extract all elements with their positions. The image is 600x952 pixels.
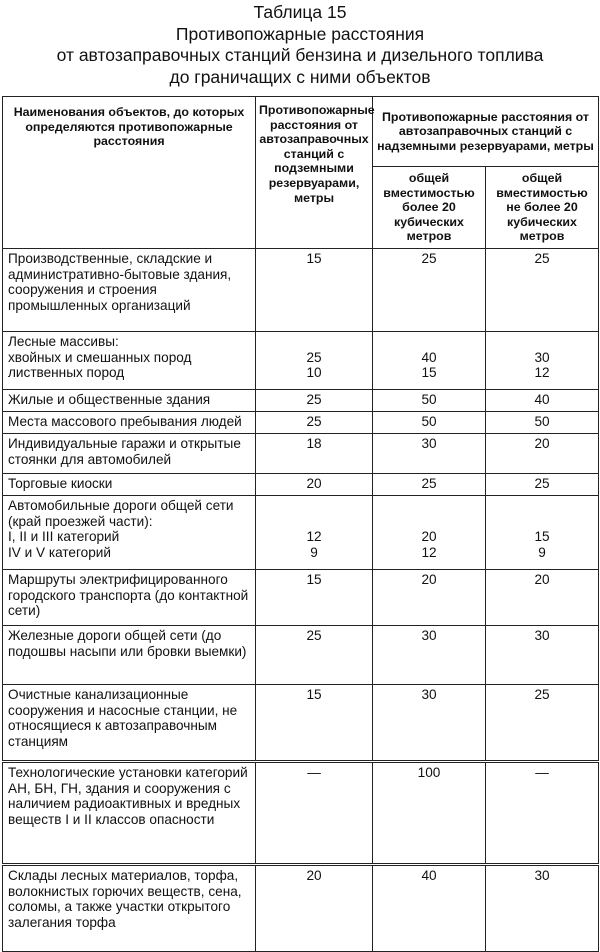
distance-underground xyxy=(256,495,373,569)
distance-value: 20 xyxy=(534,435,550,451)
distance-value xyxy=(490,514,594,530)
distance-up-to-20 xyxy=(486,569,599,625)
object-name-cell xyxy=(3,625,256,684)
object-name-cell xyxy=(3,495,256,569)
header-capacity-over-20: общей вместимостью более 20 кубических метров xyxy=(373,167,486,249)
object-subcategory: хвойных и смешанных пород xyxy=(8,349,192,365)
distance-value: 20 xyxy=(421,529,437,545)
distance-value: 25 xyxy=(421,475,437,491)
distance-value: 9 xyxy=(310,544,318,560)
table-title-line-3: до граничащих с ними объектов xyxy=(169,66,431,87)
distances-table xyxy=(2,96,599,952)
distance-value: — xyxy=(307,764,321,780)
distance-underground xyxy=(256,248,373,331)
table-row xyxy=(3,331,599,389)
distance-underground xyxy=(256,684,373,761)
distance-up-to-20 xyxy=(486,761,599,864)
header-underground: Противопожарные расстояния от автозаправочных станций с подземными резервуарами, метры xyxy=(256,97,373,249)
object-name: Железные дороги общей сети (до подошвы насыпи или бровки выемки) xyxy=(8,627,247,659)
distance-value: 10 xyxy=(306,365,322,381)
distance-value: 40 xyxy=(421,867,437,883)
distance-value: 100 xyxy=(417,764,441,780)
distance-value: 15 xyxy=(534,529,550,545)
distance-value: 12 xyxy=(306,529,322,545)
object-name-cell xyxy=(3,473,256,495)
distance-underground xyxy=(256,473,373,495)
distance-value: 15 xyxy=(306,686,322,702)
distance-value: 50 xyxy=(534,413,550,429)
object-subcategory: лиственных пород xyxy=(8,365,125,381)
distance-over-20 xyxy=(373,569,486,625)
distance-value: 25 xyxy=(306,627,322,643)
object-name-cell xyxy=(3,389,256,411)
distance-value: 15 xyxy=(421,365,437,381)
object-name: Жилые и общественные здания xyxy=(8,391,211,407)
distance-value: 40 xyxy=(421,349,437,365)
table-number: Таблица 15 xyxy=(253,2,347,22)
distance-value xyxy=(377,514,481,530)
distance-over-20 xyxy=(373,389,486,411)
distance-value: 12 xyxy=(421,544,437,560)
object-name-cell xyxy=(3,331,256,389)
distance-value: 25 xyxy=(534,250,550,266)
distance-value: 25 xyxy=(306,413,322,429)
distance-value xyxy=(260,514,368,530)
distance-value xyxy=(490,498,594,514)
object-name: Автомобильные дороги общей сети (край проезжей части): xyxy=(8,497,234,529)
distance-value: 40 xyxy=(534,391,550,407)
distance-underground xyxy=(256,389,373,411)
distance-value: 30 xyxy=(421,627,437,643)
distance-value: 20 xyxy=(421,571,437,587)
distance-value: 20 xyxy=(534,571,550,587)
distance-up-to-20 xyxy=(486,433,599,473)
object-name: Производственные, складские и административно-бытовые здания, сооружения и строения промышленных организаций xyxy=(8,250,232,313)
object-name: Склады лесных материалов, торфа, волокнистых горючих веществ, сена, соломы, а также участки открытого залегания торфа xyxy=(8,867,242,930)
distance-value: 30 xyxy=(534,867,550,883)
distance-underground xyxy=(256,433,373,473)
distance-over-20 xyxy=(373,864,486,951)
object-name: Технологические установки категорий АН, БН, ГН, здания и сооружения с наличием радиоактивных и вредных веществ I и II классов опасности xyxy=(8,764,248,827)
header-capacity-up-to-20: общей вместимостью не более 20 кубических метров xyxy=(486,167,599,249)
distance-up-to-20 xyxy=(486,389,599,411)
distance-value xyxy=(490,334,594,350)
distance-over-20 xyxy=(373,411,486,433)
distance-underground xyxy=(256,625,373,684)
table-row xyxy=(3,433,599,473)
distance-value xyxy=(377,334,481,350)
distance-value: 12 xyxy=(534,365,550,381)
distance-over-20 xyxy=(373,761,486,864)
table-row xyxy=(3,248,599,331)
object-subcategory: I, II и III категорий xyxy=(8,529,120,545)
distance-value: 25 xyxy=(306,349,322,365)
table-row xyxy=(3,864,599,951)
object-name: Маршруты электрифицированного городского транспорта (до контактной сети) xyxy=(8,571,249,619)
distance-over-20 xyxy=(373,433,486,473)
distance-over-20 xyxy=(373,331,486,389)
table-title-line-2: от автозаправочных станций бензина и дизельного топлива xyxy=(56,45,544,65)
object-name: Торговые киоски xyxy=(8,475,113,491)
object-name-cell xyxy=(3,411,256,433)
object-name-cell xyxy=(3,433,256,473)
distance-underground xyxy=(256,569,373,625)
table-row xyxy=(3,684,599,761)
distance-value: 50 xyxy=(421,391,437,407)
object-name: Очистные канализационные сооружения и насосные станции, не относящиеся к автозаправочным станциям xyxy=(8,686,238,749)
distance-up-to-20 xyxy=(486,864,599,951)
distance-underground xyxy=(256,761,373,864)
distance-up-to-20 xyxy=(486,495,599,569)
table-caption xyxy=(0,0,600,96)
table-row xyxy=(3,389,599,411)
object-name-cell xyxy=(3,569,256,625)
distance-value: 25 xyxy=(421,250,437,266)
distance-over-20 xyxy=(373,625,486,684)
object-subcategory: IV и V категорий xyxy=(8,544,111,560)
distance-over-20 xyxy=(373,248,486,331)
distance-value: 50 xyxy=(421,413,437,429)
distance-up-to-20 xyxy=(486,473,599,495)
distance-value: — xyxy=(535,764,549,780)
object-name-cell xyxy=(3,684,256,761)
distance-up-to-20 xyxy=(486,248,599,331)
distance-value: 30 xyxy=(421,435,437,451)
table-row xyxy=(3,495,599,569)
object-name: Места массового пребывания людей xyxy=(8,413,242,429)
distance-value: 25 xyxy=(306,391,322,407)
table-title-line-1: Противопожарные расстояния xyxy=(175,23,425,44)
distance-up-to-20 xyxy=(486,625,599,684)
distance-value xyxy=(260,334,368,350)
distance-underground xyxy=(256,411,373,433)
distance-underground xyxy=(256,864,373,951)
distance-over-20 xyxy=(373,473,486,495)
distance-over-20 xyxy=(373,495,486,569)
distance-value: 15 xyxy=(306,250,322,266)
header-aboveground-group: Противопожарные расстояния от автозаправочных станций с надземными резервуарами, метры xyxy=(373,97,599,167)
distance-underground xyxy=(256,331,373,389)
object-name: Индивидуальные гаражи и открытые стоянки для автомобилей xyxy=(8,435,241,467)
table-row xyxy=(3,473,599,495)
object-name-cell xyxy=(3,248,256,331)
distance-up-to-20 xyxy=(486,331,599,389)
table-row xyxy=(3,625,599,684)
object-name: Лесные массивы: xyxy=(8,333,119,349)
distance-value xyxy=(377,498,481,514)
distance-value: 30 xyxy=(534,627,550,643)
distance-value: 20 xyxy=(306,867,322,883)
distance-up-to-20 xyxy=(486,684,599,761)
distance-value: 30 xyxy=(421,686,437,702)
table-row xyxy=(3,411,599,433)
distance-value: 25 xyxy=(534,686,550,702)
distance-value: 25 xyxy=(534,475,550,491)
object-name-cell xyxy=(3,761,256,864)
object-name-cell xyxy=(3,864,256,951)
distance-value xyxy=(260,498,368,514)
distance-value: 15 xyxy=(306,571,322,587)
distance-over-20 xyxy=(373,684,486,761)
header-object-name: Наименования объектов, до которых определяются противопожарные расстояния xyxy=(3,97,256,249)
distance-value: 9 xyxy=(538,544,546,560)
distance-value: 30 xyxy=(534,349,550,365)
table-row xyxy=(3,761,599,864)
distance-up-to-20 xyxy=(486,411,599,433)
table-row xyxy=(3,569,599,625)
distance-value: 20 xyxy=(306,475,322,491)
distance-value: 18 xyxy=(306,435,322,451)
